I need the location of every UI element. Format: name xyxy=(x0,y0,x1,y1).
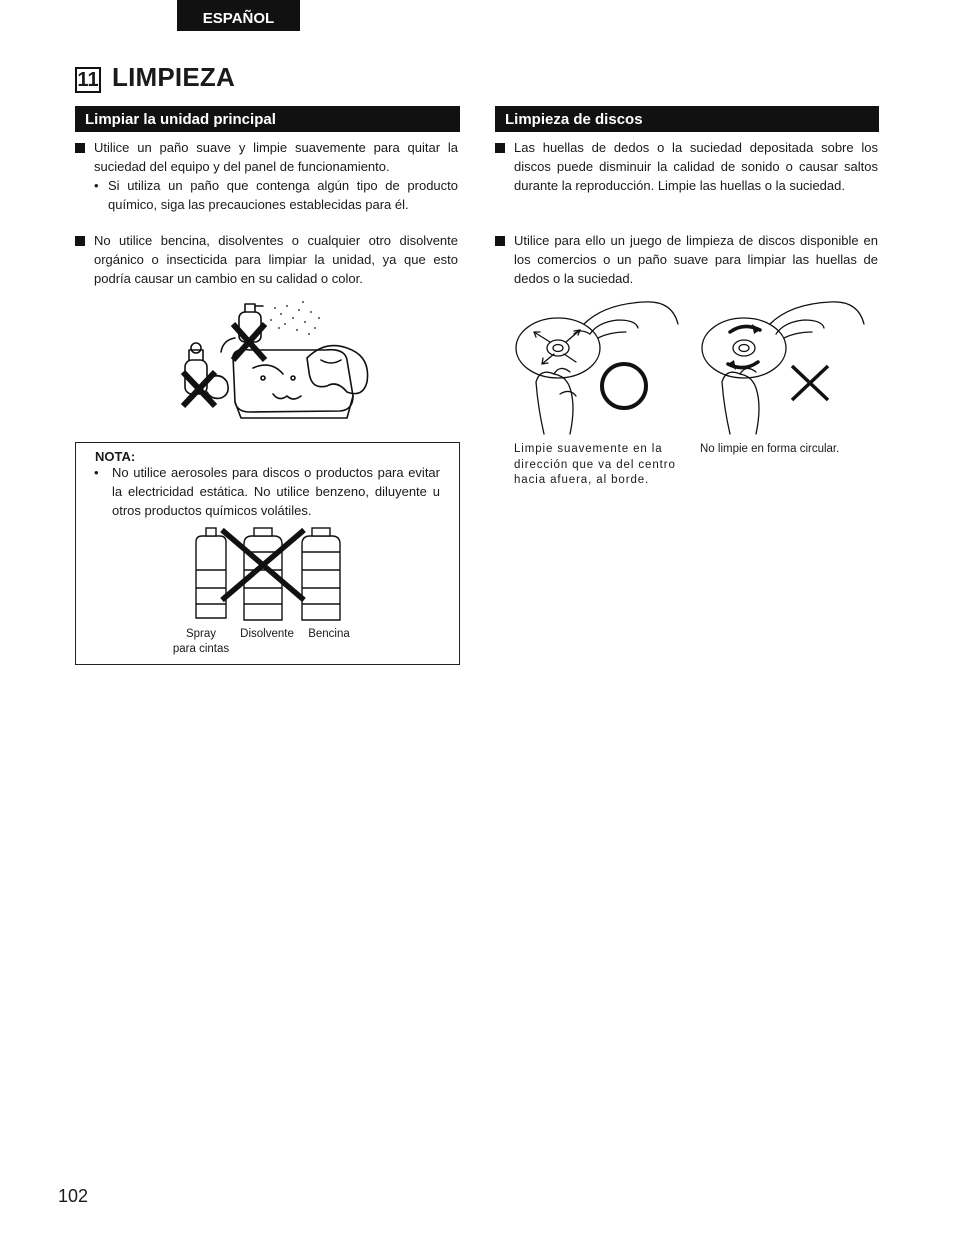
bullet-square xyxy=(495,143,505,153)
sub-bullet-main xyxy=(94,177,458,215)
subheading-main-unit: Limpiar la unidad principal xyxy=(75,106,460,132)
label-spray-line1: Spray xyxy=(185,628,217,640)
note-title: NOTA: xyxy=(95,449,136,464)
paragraph-text: Las huellas de dedos o la suciedad depositada sobre los discos puede disminuir la calidad de sonido o causar saltos durante la reproducción. Limpie las huellas o la suciedad. xyxy=(514,140,878,193)
bullet-dot: • xyxy=(94,465,99,480)
paragraph-text: Utilice un paño suave y limpie suavemente para quitar la suciedad del equipo y del panel de funcionamiento. xyxy=(94,140,458,174)
paragraph-main-2 xyxy=(94,232,458,288)
subheading-disc-cleaning: Limpieza de discos xyxy=(495,106,879,132)
caption-correct-direction: Limpie suavemente en la dirección que va del centro hacia afuera, al borde. xyxy=(514,443,676,486)
paragraph-text: Utilice para ello un juego de limpieza de discos disponible en los comercios o un paño suave para limpiar las huellas de dedos o la suciedad. xyxy=(514,233,878,286)
page-number: 102 xyxy=(58,1186,89,1206)
bullet-square xyxy=(495,236,505,246)
page-title: LIMPIEZA xyxy=(112,62,235,92)
label-disolvente: Disolvente xyxy=(240,628,294,640)
sub-bullet-text: Si utiliza un paño que contenga algún tipo de producto químico, siga las precauciones establecidas para él. xyxy=(108,178,458,212)
paragraph-disc-2 xyxy=(514,232,878,288)
section-number: 11 xyxy=(75,67,101,93)
paragraph-disc-1 xyxy=(514,139,878,195)
label-spray-line2: para cintas xyxy=(172,643,230,655)
label-bencina: Bencina xyxy=(308,628,350,640)
label-spray xyxy=(166,627,236,657)
note-body: No utilice aerosoles para discos o productos para evitar la electricidad estática. No utilice benzeno, diluyente u otros productos químicos volátiles. xyxy=(112,465,440,518)
illustration-no-chemicals-on-unit xyxy=(175,298,375,428)
bullet-square xyxy=(75,236,85,246)
illustration-disc-cleaning-wrong xyxy=(700,298,870,438)
bullet-dot: • xyxy=(94,178,99,193)
illustration-bottles-crossed xyxy=(190,526,350,626)
bullet-square xyxy=(75,143,85,153)
paragraph-main-1 xyxy=(94,139,458,177)
language-tab: ESPAÑOL xyxy=(177,0,300,31)
illustration-disc-cleaning-correct xyxy=(514,298,684,438)
note-text xyxy=(94,464,440,520)
caption-no-circular: No limpie en forma circular. xyxy=(700,443,840,455)
paragraph-text: No utilice bencina, disolventes o cualquier otro disolvente orgánico o insecticida para limpiar la unidad, ya que esto podría causar un cambio en su calidad o color. xyxy=(94,233,458,286)
